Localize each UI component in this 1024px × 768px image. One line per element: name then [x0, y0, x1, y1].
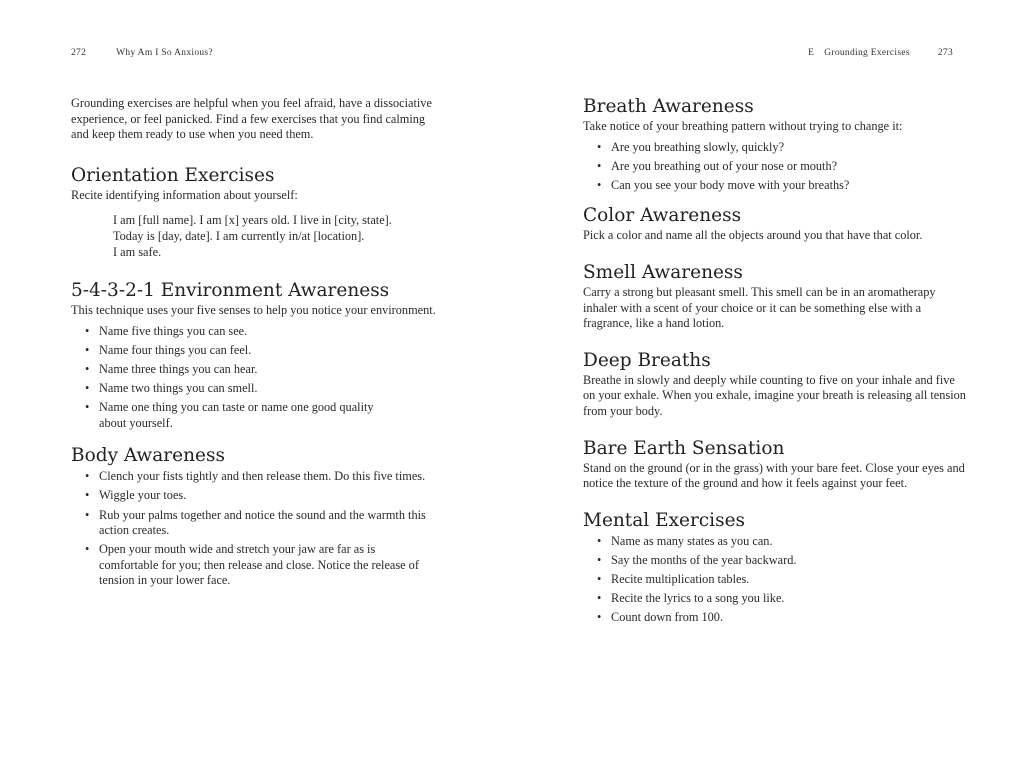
- bare-earth-section: [583, 438, 968, 492]
- list-item: • Can you see your body move with your breaths?: [611, 178, 968, 194]
- smell-heading: Smell Awareness: [583, 261, 743, 283]
- list-item: • Clench your fists tightly and then release them. Do this five times.: [99, 469, 441, 485]
- smell-desc: Carry a strong but pleasant smell. This smell can be in an aromatherapy inhaler with a scent of your choice or it can be something else with a fragrance, like a hand lotion.: [583, 284, 936, 331]
- list-item: • Name five things you can see.: [99, 324, 441, 340]
- list-item: • Open your mouth wide and stretch your jaw are far as is comfortable for you; then release and close. Notice the release of tension in your lower face.: [99, 542, 434, 589]
- mental-heading: Mental Exercises: [583, 509, 746, 531]
- body-section: [71, 445, 441, 589]
- breath-heading: Breath Awareness: [583, 96, 754, 117]
- smell-section: [583, 262, 968, 332]
- color-heading: Color Awareness: [583, 205, 742, 227]
- intro-paragraph: Grounding exercises are helpful when you feel afraid, have a dissociative experience, or feel panicked. Find a few exercises that you find calming and keep them ready to use when you need them.: [71, 96, 432, 142]
- bare-earth-heading: Bare Earth Sensation: [583, 437, 785, 459]
- breath-desc: Take notice of your breathing pattern without trying to change it:: [583, 119, 903, 133]
- chapter-title: Grounding Exercises: [824, 48, 910, 58]
- book-title: Why Am I So Anxious?: [116, 48, 213, 58]
- section-letter: E: [808, 48, 815, 58]
- list-item: • Name two things you can smell.: [99, 381, 441, 397]
- color-section: [583, 205, 968, 244]
- right-page: [512, 0, 1024, 768]
- left-page-content: [71, 96, 441, 592]
- mental-list: [583, 534, 968, 626]
- mental-section: [583, 510, 968, 626]
- environment-heading: 5-4-3-2-1 Environment Awareness: [71, 280, 390, 302]
- breath-list: [583, 140, 968, 194]
- deep-breaths-section: [583, 350, 968, 420]
- body-heading: Body Awareness: [71, 445, 225, 467]
- body-list: [71, 469, 441, 589]
- page-number-right: 273: [937, 48, 953, 58]
- running-head-left: [71, 48, 213, 58]
- environment-list: [71, 324, 441, 432]
- list-item: • Recite the lyrics to a song you like.: [611, 591, 968, 607]
- recital-line: Today is [day, date]. I am currently in/at [location].: [113, 228, 365, 243]
- orientation-section: [71, 165, 441, 260]
- deep-breaths-heading: Deep Breaths: [583, 349, 711, 371]
- orientation-desc: Recite identifying information about yourself:: [71, 187, 298, 202]
- list-item: • Name four things you can feel.: [99, 343, 441, 359]
- recital-line: I am [full name]. I am [x] years old. I live in [city, state].: [113, 213, 392, 228]
- environment-section: [71, 280, 441, 431]
- list-item: • Are you breathing out of your nose or mouth?: [611, 159, 968, 175]
- bare-earth-desc: Stand on the ground (or in the grass) with your bare feet. Close your eyes and notice the texture of the ground and how it feels against your feet.: [583, 460, 965, 491]
- intro-section: [71, 96, 441, 143]
- orientation-recital: [113, 213, 441, 260]
- list-item: • Name one thing you can taste or name one good quality about yourself.: [99, 400, 389, 431]
- list-item: • Are you breathing slowly, quickly?: [611, 140, 968, 156]
- list-item: • Count down from 100.: [611, 610, 968, 626]
- list-item: • Wiggle your toes.: [99, 488, 441, 504]
- running-head-right: [808, 48, 953, 58]
- page-number-left: 272: [71, 48, 87, 58]
- list-item: • Name three things you can hear.: [99, 362, 441, 378]
- right-page-content: [583, 96, 968, 629]
- environment-desc: This technique uses your five senses to help you notice your environment.: [71, 303, 436, 318]
- breath-section: [583, 96, 968, 193]
- deep-breaths-desc: Breathe in slowly and deeply while counting to five on your inhale and five on your exhale. When you exhale, imagine your breath is releasing all tension from your body.: [583, 372, 966, 418]
- recital-line: I am safe.: [113, 244, 162, 259]
- orientation-heading: Orientation Exercises: [71, 164, 275, 186]
- list-item: • Recite multiplication tables.: [611, 572, 968, 588]
- color-desc: Pick a color and name all the objects around you that have that color.: [583, 228, 923, 243]
- list-item: • Name as many states as you can.: [611, 534, 968, 550]
- list-item: • Rub your palms together and notice the sound and the warmth this action creates.: [99, 508, 429, 539]
- list-item: • Say the months of the year backward.: [611, 553, 968, 569]
